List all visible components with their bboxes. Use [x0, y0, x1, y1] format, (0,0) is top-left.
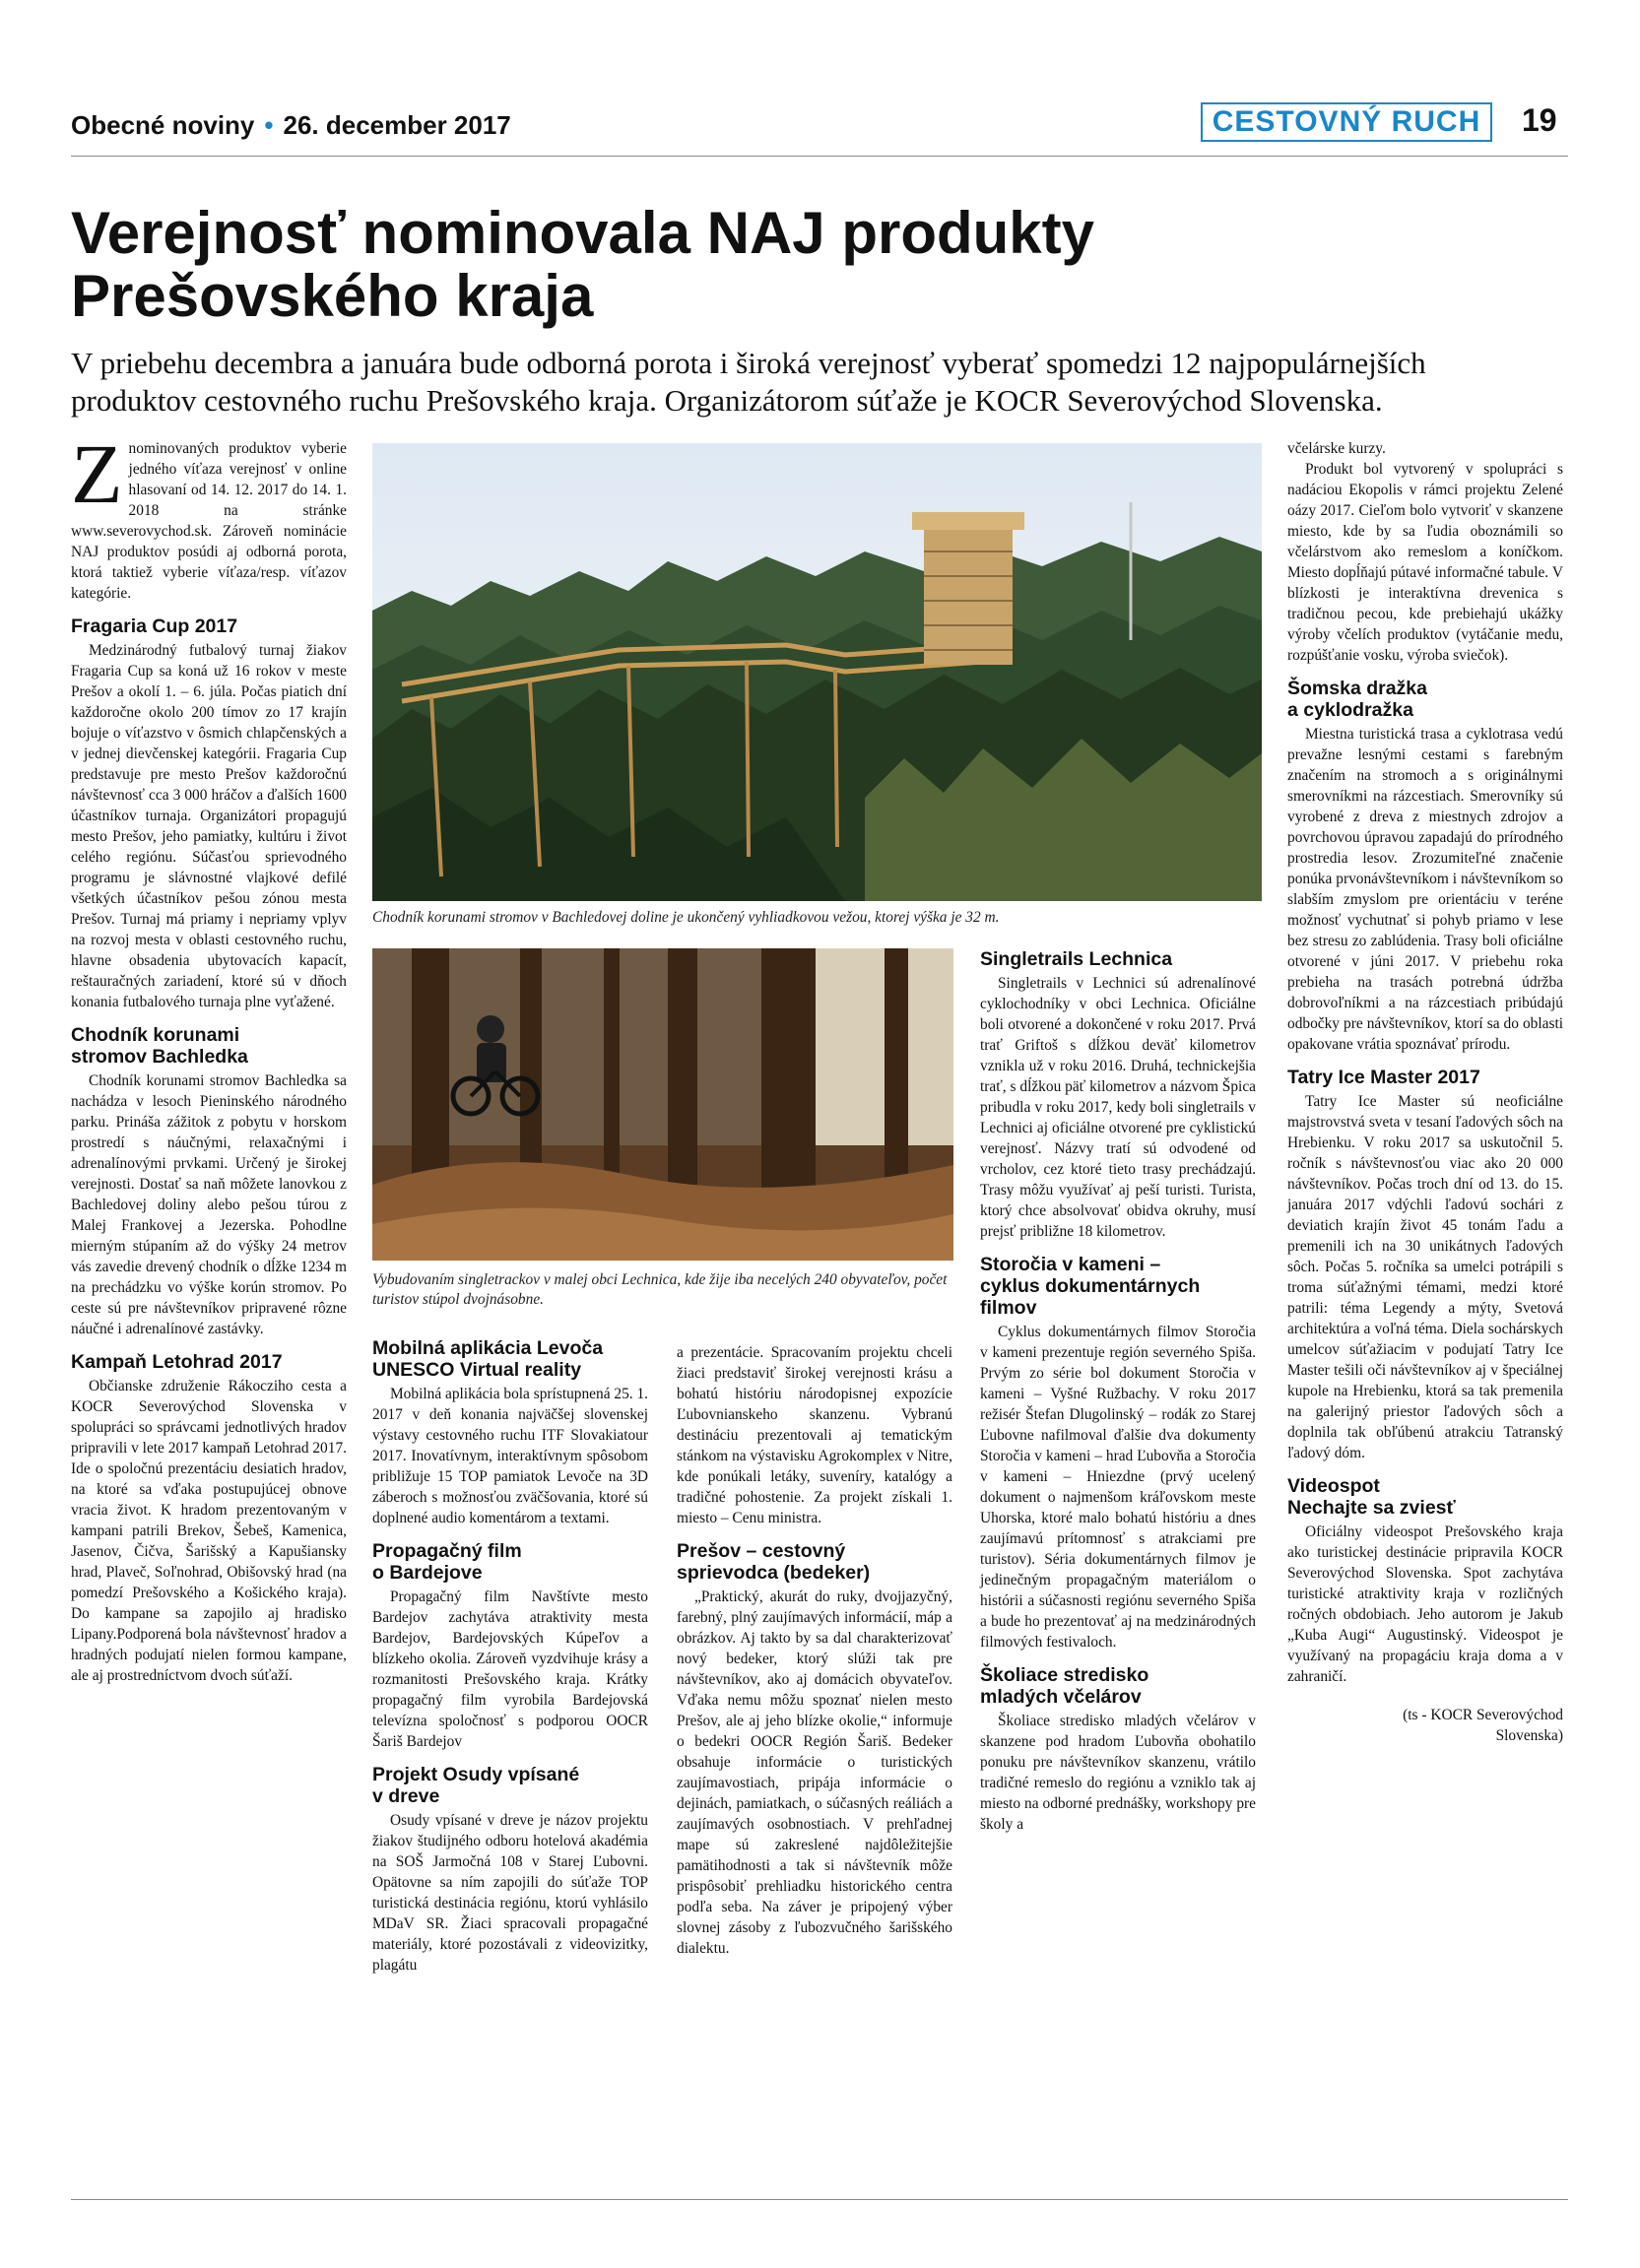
column-1	[71, 426, 347, 1686]
headline	[71, 202, 1548, 328]
treetop-walkway-illustration	[372, 443, 1262, 901]
heading-line: v dreve	[372, 1785, 440, 1807]
column-4	[980, 948, 1256, 1835]
heading-line: Školiace stredisko	[980, 1664, 1149, 1686]
credit-line: Slovenska)	[1495, 1727, 1563, 1744]
photo-caption-treetop: Chodník korunami stromov v Bachledovej doline je ukončený vyhliadkovou vežou, ktorej výška je 32 m.	[372, 909, 1000, 926]
section-text-videospot: Oficiálny videospot Prešovského kraja ako turistickej destinácie pripravila KOCR Severovýchod Slovenska. Spot zachytáva turistické atraktivity kraja v rozličných ročných obdobiach. Jeho autorom je Jakub „Kuba Augi“ Augustinský. Videospot je využívaný na propagáciu kraja doma a v zahraničí.	[1287, 1523, 1563, 1685]
section-text-levoca-app: Mobilná aplikácia bola sprístupnená 25. 1. 2017 v deň konania najväčšej slovenskej výstavy cestovného ruchu ITF Slovakiatour 2017. Inovatívnym, interaktívnym spôsobom približuje 15 TOP pamiatok Levoče na 3D záberoch s možnosťou zväčšovania, ktoré sú doplnené audio komentárom a textami.	[372, 1386, 649, 1526]
drop-cap: Z	[71, 426, 123, 521]
heading-line: Tatry Ice Master 2017	[1287, 1067, 1480, 1088]
mountain-biker-photo	[372, 948, 953, 1261]
section-text-singletrails: Singletrails v Lechnici sú adrenalínové cyklochodníky v obci Lechnica. Oficiálne boli otvorené a dokončené v roku 2017. Prvá trať Griftoš s dĺžkou deväť kilometrov vznikla už v roku 2016. Druhá, technickejšia trať, s dĺžkou päť kilometrov a názvom Špica pribudla v roku 2017, kedy boli singletrails v Lechnici aj oficiálne otvorené pre cyklistickú verejnosť. Názvy tratí sú odvodené od vrcholov, cez ktoré tieto trasy prechádzajú. Trasy môžu využívať aj peší turisti. Turista, ktorý chce absolvovať obidva okruhy, musí prejsť približne 18 kilometrov.	[980, 975, 1256, 1240]
heading-line: cyklus dokumentárnych	[980, 1275, 1201, 1297]
section-text-vcelari: Školiace stredisko mladých včelárov v skanzene pod hradom Ľubovňa obohatilo ponuku pre návštevníkov skanzenu, vrátilo tradičné remeslo do regiónu a vzniklo tak aj miesto na odborné prednášky, workshopy pre školy a	[980, 1713, 1256, 1833]
column-3	[677, 1342, 952, 1959]
section-text-somska: Miestna turistická trasa a cyklotrasa vedú prevažne lesnými cestami s farebným značením na stromoch a s originálnymi smerovníkmi na rázcestiach. Smerovníky sú vyrobené z dreva z miestnych zdrojov a povrchovou úpravou zapadajú do prírodného prostredia lesov. Zrozumiteľné značenie ponúka prvonávštevníkom i návštevníkom so slabším zmyslom pre orientáciu v teréne možnosť vychutnať si pohyb priamo v lese bez stresu zo zablúdenia. Trasy boli oficiálne otvorené v júni 2017. V priebehu roka prebieha na trasách potrebná údržba dobrovoľníkmi a na rázcestiach pribúdajú odbočky pre návštevníkov, ktorí sa do oblasti opakovane vrátia spoznávať prírodu.	[1287, 726, 1563, 1053]
section-heading-singletrails	[980, 948, 1256, 970]
section-heading-vcelari	[980, 1664, 1256, 1708]
footer-divider	[71, 2199, 1568, 2200]
lead-line: produktov cestovného ruchu Prešovského kraja. Organizátorom súťaže je KOCR Severovýchod Slovenska.	[71, 383, 1383, 418]
heading-line: o Bardejove	[372, 1562, 483, 1584]
photo-caption-biker: Vybudovaním singletrackov v malej obci Lechnica, kde žije iba necelých 240 obyvateľov, počet turistov stúpol dvojnásobne.	[372, 1271, 948, 1308]
heading-line: filmov	[980, 1297, 1037, 1319]
column-2	[372, 1337, 648, 1976]
running-header	[71, 110, 511, 141]
section-heading-levoca-app	[372, 1337, 648, 1381]
headline-line: Prešovského kraja	[71, 263, 594, 329]
section-heading-osudy	[372, 1764, 648, 1807]
lead-paragraph	[71, 345, 1578, 420]
heading-line: Videospot	[1287, 1475, 1380, 1497]
section-text-bachledka: Chodník korunami stromov Bachledka sa nachádza v lesoch Pieninského národného parku. Prináša zážitok z pobytu v horskom prostredí s náučnými, relaxačnými i adrenalínovými prvkami. Určený je širokej verejnosti. Dostať sa naň môžete lanovkou z Bachledovej doliny alebo pešou túrou z Malej Frankovej a Jezerska. Pohodlne mierným stúpaním až do výšky 24 metrov vás zavedie drevený chodník o dĺžke 1234 m na prechádzku vo výške korún stromov. Po ceste sú pre návštevníkov pripravené rôzne náučné i adrenalínové zastávky.	[71, 1072, 347, 1337]
section-heading-storocia	[980, 1254, 1256, 1319]
lead-line: V priebehu decembra a januára bude odborná porota i široká verejnosť vyberať spomedzi 12 najpopulárnejších	[71, 346, 1426, 380]
heading-line: Prešov – cestovný	[677, 1540, 846, 1562]
section-text-fragaria: Medzinárodný futbalový turnaj žiakov Fragaria Cup sa koná už 16 rokov v meste Prešov a okolí 1. – 6. júla. Počas piatich dní každoročne okolo 200 tímov zo 17 krajín bojuje o víťazstvo v ôsmich chlapčenských a v jednej dievčenskej kategórii. Fragaria Cup predstavuje pre mesto Prešov každoročnú návštevnosť cca 3 000 hráčov a ďalších 1600 účastníkov turnaja. Organizátori propagujú mesto Prešov, jeho pamiatky, kultúru i život celého regiónu. Súčasťou sprievodného programu je slávnostné vlajkové defilé všetkých účastníkov pešou zónou mesta Prešov. Turnaj má priamy i nepriamy vplyv na rozvoj mesta v oblasti cestovného ruchu, hlavne obsadenia ubytovacích kapacít, reštauračných zariadení, ktoré sú v dňoch konania futbalového turnaja plne vyťažené.	[71, 642, 347, 1010]
article-credit	[1287, 1705, 1563, 1746]
heading-line: a cyklodražka	[1287, 699, 1413, 721]
section-heading-letohrad	[71, 1351, 347, 1373]
intro-paragraph	[71, 426, 347, 604]
heading-line: Chodník korunami	[71, 1024, 240, 1046]
heading-line: sprievodca (bedeker)	[677, 1562, 871, 1584]
heading-line: Propagačný film	[372, 1540, 522, 1562]
section-text-bedeker: „Praktický, akurát do ruky, dvojjazyčný, farebný, plný zaujímavých informácií, máp a obrázkov. Aj takto by sa dal charakterizovať nový bedeker, ktorý slúži tak pre návštevníkov, ako aj domácich obyvateľov. Vďaka nemu môžu spoznať nielen mesto Prešov, ale aj jeho blízke okolie,“ informuje o bedekri OOCR Región Šariš. Bedeker obsahuje informácie o turistických zaujímavostiach, pripája informácie o dejinách, pamiatkach, o súčasných reáliách a zaujímavých osobnostiach. V prehľadnej mape sú zakreslené najdôležitejšie pamätihodnosti a tak si návštevník môže prispôsobiť prehliadku historického centra podľa seba. Na záver je pripojený výber slovnej zásoby z ľubozvučného šarišského dialektu.	[677, 1588, 952, 1957]
treetop-walkway-photo	[372, 443, 1262, 901]
section-heading-ice-master	[1287, 1067, 1563, 1088]
section-text-bardejov-film: Propagačný film Navštívte mesto Bardejov zachytáva atraktivity mesta Bardejov, Bardejovských Kúpeľov a blízkeho okolia. Zároveň vyzdvihuje krásy a rozmanitosti Prešovského kraja. Krátky propagačný film vyrobila Bardejovská televízna spoločnosť s podporou OOCR Šariš Bardejov	[372, 1588, 648, 1750]
heading-line: Mobilná aplikácia Levoča	[372, 1337, 604, 1359]
section-text-osudy-continued: a prezentácie. Spracovaním projektu chceli žiaci predstaviť širokej verejnosti krásu a bohatú históriu národopisnej expozície Ľubovnianskeho skanzenu. Vybranú destináciu prezentovali aj tematickým stánkom na výstavisku Agrokomplex v Nitre, kde ponúkali letáky, suveníry, katalógy a tradičné pohostenie. Za projekt získali 1. miesto – Cenu ministra.	[677, 1344, 952, 1526]
heading-line: UNESCO Virtual reality	[372, 1359, 582, 1381]
section-text-storocia: Cyklus dokumentárnych filmov Storočia v kameni prezentuje región severného Spiša. Prvým zo série bol dokument Storočia v kameni – Vyšné Ružbachy. V roku 2017 režisér Štefan Dlugolinský – rodák zo Starej Ľubovne nafilmoval ďalšie dva dokumenty Storočia v kameni – hrad Ľubovňa a Storočia v kameni – Hniezdne (prvý ucelený dokument o najmenšom kráľovskom meste Uhorska, ktoré malo bohatú históriu a dnes zaujímavú prítomnosť s atrakciami pre turistov). Séria dokumentárnych filmov je jedinečným propagačným materiálom o histórii a súčasnosti regiónu severného Spiša a bude ho prezentovať aj na medzinárodných filmových festivaloch.	[980, 1324, 1256, 1651]
heading-line: Šomska dražka	[1287, 678, 1427, 699]
header-divider	[71, 156, 1568, 157]
heading-line: stromov Bachledka	[71, 1046, 248, 1068]
section-label: CESTOVNÝ RUCH	[1201, 102, 1492, 142]
issue-date: 26. december 2017	[283, 110, 511, 140]
section-text-letohrad: Občianske združenie Rákocziho cesta a KOCR Severovýchod Slovenska v spolupráci so správcami jednotlivých hradov pripravili v lete 2017 kampaň Letohrad 2017. Ide o spoločnú prezentáciu desiatich hradov, na ktoré sa vďaka postupujúcej obnove vracia život. K hradom prezentovaným v kampani patrili Brekov, Šebeš, Kamenica, Jasenov, Čičva, Šarišský a Kapušiansky hrad, Plaveč, Soľnohrad, Obišovský hrad (na pomedzí Prešovského a Košického kraja). Do kampane sa zapojilo aj hradisko Lipany.Podporená bola návštevnosť hradov a hradných podujatí nielen formou kampane, ale aj prostredníctvom dvoch súťaží.	[71, 1378, 347, 1684]
column-5	[1287, 438, 1563, 1746]
heading-line: Projekt Osudy vpísané	[372, 1764, 580, 1785]
section-text-ice-master: Tatry Ice Master sú neoficiálne majstrovstvá sveta v tesaní ľadových sôch na Hrebienku. V roku 2017 sa uskutočnil 5. ročník s návštevnosťou viac ako 20 000 návštevníkov. Počas troch dní od 13. do 15. januára 2017 vdýchli ľadovú sochári z deviatich krajín život 45 tonám ľadu a premenili ich na 30 unikátnych ľadových sôch. Počas 5. ročníka sa umelci potrápili s troma súťažnými témami, medzi ktoré patrili: téma Legendy a mýty, Svetová architektúra a voľná téma. Dielа sochárskych umelcov súťažiacim v podujatí Tatry Ice Master tešili oči návštevníkov aj v špeciálnej kupole na Hrebienku, ktorá sa tak premenila na galerijný priestor ľadových sôch a doplnila tak obľúbenú atrakciu Tatranský ľadový dóm.	[1287, 1093, 1563, 1461]
section-text-vcelari-product: Produkt bol vytvorený v spolupráci s nadáciou Ekopolis v rámci projektu Zelené oázy 2017. Cieľom bolo vytvoriť v skanzene miesto, kde by sa ľudia oboznámili so včelárstvom ako remeslom a koníčkom. Miesto dopĺňajú pútavé informačné tabule. V blízkosti je interaktívna drevenica s tradičnou pecou, kde prebiehajú ukážky výroby včelích produktov (vytáčanie medu, rozpúšťanie vosku, výroba sviečok).	[1287, 461, 1563, 664]
heading-line: mladých včelárov	[980, 1686, 1142, 1708]
section-heading-bedeker	[677, 1540, 952, 1584]
section-text-osudy: Osudy vpísané v dreve je názov projektu žiakov študijného odboru hotelová akadémia na SOŠ Jarmočná 108 v Starej Ľubovni. Opätovne sa ním zapojili do súťaže TOP turistická destinácia regiónu, ktorú vyhlásilo MDaV SR. Žiaci spracovali propagačné materiály, ktoré pozostávali z videovizitky, plagátu	[372, 1812, 648, 1974]
section-heading-videospot	[1287, 1475, 1563, 1519]
bullet-dot-icon: •	[264, 110, 274, 140]
section-text-vcelari-continued: včelárske kurzy.	[1287, 440, 1386, 457]
page-number: 19	[1522, 102, 1557, 138]
section-heading-somska	[1287, 678, 1563, 721]
section-heading-fragaria	[71, 616, 347, 637]
section-heading-bachledka	[71, 1024, 347, 1068]
mountain-biker-illustration	[372, 948, 953, 1261]
intro-text: nominovaných produktov vyberie jedného víťaza verejnosť v online hlasovaní od 14. 12. 2017 do 14. 1. 2018 na stránke www.severovychod.sk. Zároveň nominácie NAJ produktov posúdi aj odborná porota, ktorá taktiež vyberie víťaza/resp. víťazov kategórie.	[71, 440, 347, 602]
headline-line: Verejnosť nominovala NAJ produkty	[71, 200, 1094, 266]
credit-line: (ts - KOCR Severovýchod	[1403, 1707, 1563, 1723]
heading-line: Kampaň Letohrad 2017	[71, 1351, 283, 1373]
publication-name: Obecné noviny	[71, 110, 255, 140]
heading-line: Fragaria Cup 2017	[71, 616, 238, 637]
heading-line: Storočia v kameni –	[980, 1254, 1161, 1275]
heading-line: Nechajte sa zviesť	[1287, 1497, 1456, 1519]
heading-line: Singletrails Lechnica	[980, 948, 1173, 970]
section-heading-bardejov-film	[372, 1540, 648, 1584]
